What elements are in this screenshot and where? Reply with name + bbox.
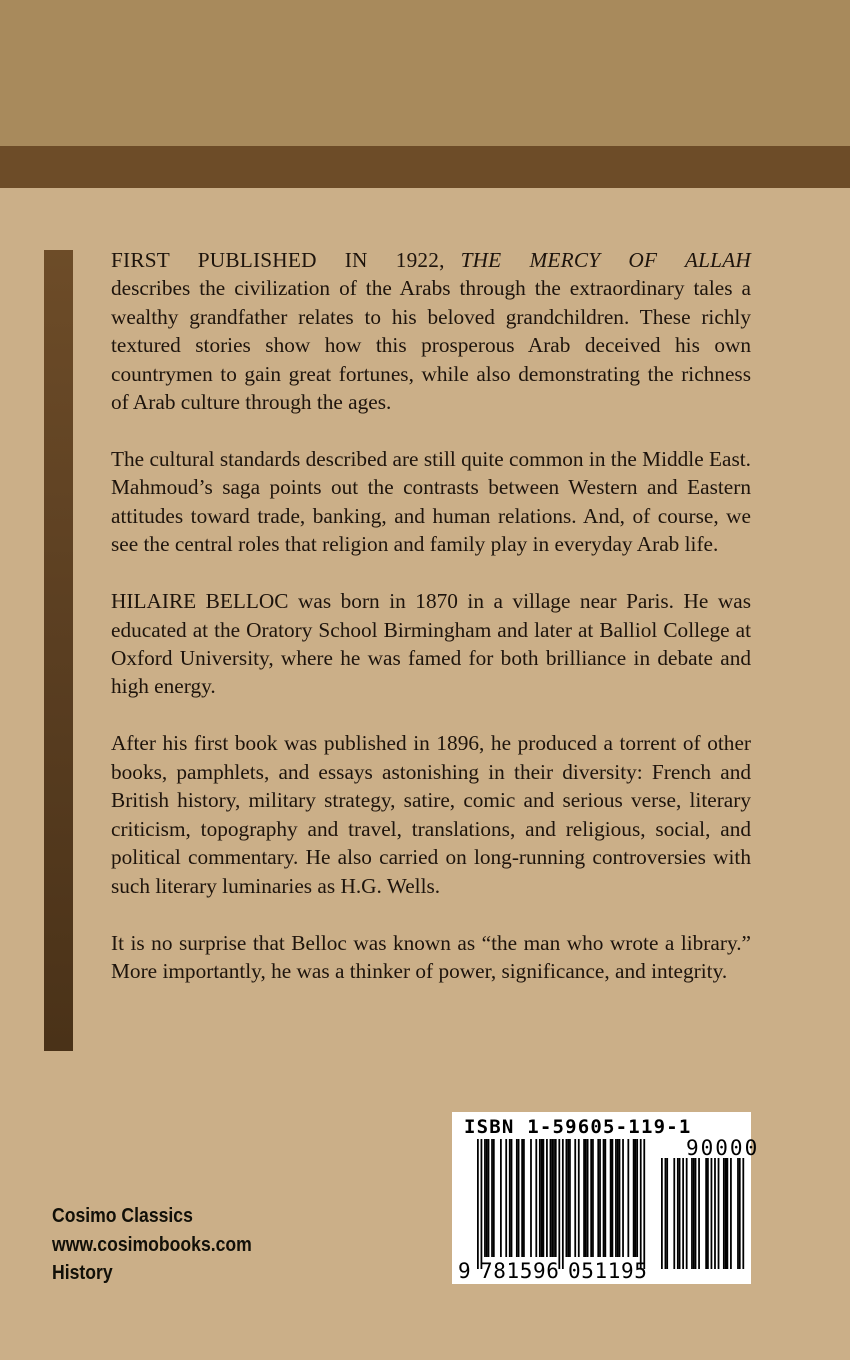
addon-bar <box>693 1158 695 1269</box>
book-category: History <box>52 1262 113 1284</box>
barcode-bar <box>610 1139 612 1257</box>
barcode-bar <box>622 1139 624 1257</box>
barcode-bar <box>592 1139 594 1257</box>
isbn-barcode <box>452 1112 760 1284</box>
barcode-bar <box>523 1139 525 1257</box>
addon-bar <box>707 1158 709 1269</box>
barcode-bar <box>546 1139 548 1257</box>
barcode-bar <box>535 1139 537 1257</box>
addon-bar <box>691 1158 693 1269</box>
addon-bar <box>711 1158 713 1269</box>
barcode-bar <box>505 1139 507 1257</box>
barcode-bar <box>509 1139 511 1257</box>
description-paragraph-2: The cultural standards described are still quite common in the Middle East. Mahmoud’s saga points out the contrasts between Western and Eastern attitudes toward trade, banking, and human relations. And, of course, we see the central roles that religion and family play in everyday Arab life. <box>111 447 751 557</box>
barcode-bar <box>590 1139 592 1257</box>
addon-bar <box>665 1158 667 1269</box>
barcode-guard-bar <box>481 1139 483 1269</box>
dark-accent-stripe <box>0 146 850 188</box>
publisher-name: Cosimo Classics <box>52 1205 193 1227</box>
barcode-bar <box>511 1139 513 1257</box>
publisher-info <box>52 1202 252 1288</box>
vertical-accent-bar <box>44 250 73 1051</box>
barcode-bar <box>488 1139 490 1257</box>
barcode-bar <box>518 1139 520 1257</box>
ean-first-digit: 9 <box>458 1259 472 1283</box>
isbn-label: ISBN 1-59605-119-1 <box>464 1116 692 1138</box>
barcode-guard-bar <box>477 1139 479 1269</box>
addon-bar <box>725 1158 727 1269</box>
addon-bar <box>723 1158 725 1269</box>
top-color-band <box>0 0 850 146</box>
author-bio-paragraph-1: HILAIRE BELLOC was born in 1870 in a village near Paris. He was educated at the Oratory School Birmingham and later at Balliol College at Oxford University, where he was famed for both brilliance in debate and high energy. <box>111 589 751 699</box>
ean-digits <box>458 1259 647 1283</box>
addon-bar <box>726 1158 728 1269</box>
book-title-italic: THE MERCY OF ALLAH <box>460 248 751 272</box>
price-addon-digits: 90000 <box>686 1136 760 1160</box>
addon-bar <box>677 1158 679 1269</box>
addon-bar <box>695 1158 697 1269</box>
barcode-bar <box>541 1139 543 1257</box>
barcode-bar <box>486 1139 488 1257</box>
publisher-website: www.cosimobooks.com <box>52 1233 252 1256</box>
barcode-bar <box>493 1139 495 1257</box>
barcode-bar <box>635 1139 637 1257</box>
barcode-bar <box>619 1139 621 1257</box>
addon-bar <box>742 1158 744 1269</box>
addon-bar <box>705 1158 707 1269</box>
addon-bar <box>666 1158 668 1269</box>
barcode-bar <box>612 1139 614 1257</box>
barcode-bar <box>599 1139 601 1257</box>
addon-bar <box>686 1158 688 1269</box>
back-cover-description <box>111 246 751 1014</box>
addon-bar <box>673 1158 675 1269</box>
barcode-bar <box>491 1139 493 1257</box>
barcode-bar <box>550 1139 552 1257</box>
barcode-guard-bar <box>643 1139 645 1269</box>
barcode-bar <box>587 1139 589 1257</box>
barcode-bar <box>604 1139 606 1257</box>
barcode-guard-bar <box>558 1139 560 1269</box>
barcode-bar <box>597 1139 599 1257</box>
barcode-bar <box>633 1139 635 1257</box>
barcode-bar <box>553 1139 555 1257</box>
barcode-bar <box>583 1139 585 1257</box>
barcode-bar <box>484 1139 486 1257</box>
addon-bar <box>737 1158 739 1269</box>
addon-bar <box>714 1158 716 1269</box>
barcode-bar <box>521 1139 523 1257</box>
first-published-caps: FIRST PUBLISHED IN 1922, <box>111 248 445 272</box>
barcode-bar <box>500 1139 502 1257</box>
barcode-bar <box>539 1139 541 1257</box>
description-paragraph-1 <box>111 246 751 416</box>
barcode-bar <box>555 1139 557 1257</box>
barcode-bar <box>551 1139 553 1257</box>
author-bio-paragraph-3: It is no surprise that Belloc was known as “the man who wrote a library.” More importantly, he was a thinker of power, significance, and integrity. <box>111 930 751 983</box>
paragraph-text: describes the civilization of the Arabs through the extraordinary tales a wealthy grandfather relates to his beloved grandchildren. These richly textured stories show how this prosperous Arab deceived his own countrymen to gain great fortunes, while also demonstrating the richness of Arab culture through the ages. <box>111 276 751 415</box>
barcode-bar <box>569 1139 571 1257</box>
addon-bar <box>718 1158 720 1269</box>
barcode-bar <box>567 1139 569 1257</box>
addon-bar <box>730 1158 732 1269</box>
barcode-bar <box>578 1139 580 1257</box>
barcode-bar <box>617 1139 619 1257</box>
addon-bar <box>661 1158 663 1269</box>
addon-bar <box>679 1158 681 1269</box>
ean-left-group: 781596 <box>480 1259 560 1283</box>
author-bio-paragraph-2: After his first book was published in 1896, he produced a torrent of other books, pamphlets, and essays astonishing in their diversity: French and British history, military strategy, satire, comic and serious verse, literary criticism, topography and travel, translations, and religious, social, and political commentary. He also carried on long-running controversies with such literary luminaries as H.G. Wells. <box>111 731 751 898</box>
barcode-bar <box>627 1139 629 1257</box>
barcode-bar <box>516 1139 518 1257</box>
barcode-bar <box>585 1139 587 1257</box>
barcode-bar <box>615 1139 617 1257</box>
barcode-bar <box>636 1139 638 1257</box>
barcode-bar <box>542 1139 544 1257</box>
barcode-guard-bar <box>562 1139 564 1269</box>
barcode-guard-bar <box>640 1139 642 1269</box>
addon-bar <box>739 1158 741 1269</box>
barcode-bar <box>603 1139 605 1257</box>
ean-right-group: 051195 <box>568 1259 648 1283</box>
barcode-bar <box>574 1139 576 1257</box>
barcode-bar <box>530 1139 532 1257</box>
barcode-bar <box>566 1139 568 1257</box>
addon-bar <box>682 1158 684 1269</box>
addon-bar <box>698 1158 700 1269</box>
